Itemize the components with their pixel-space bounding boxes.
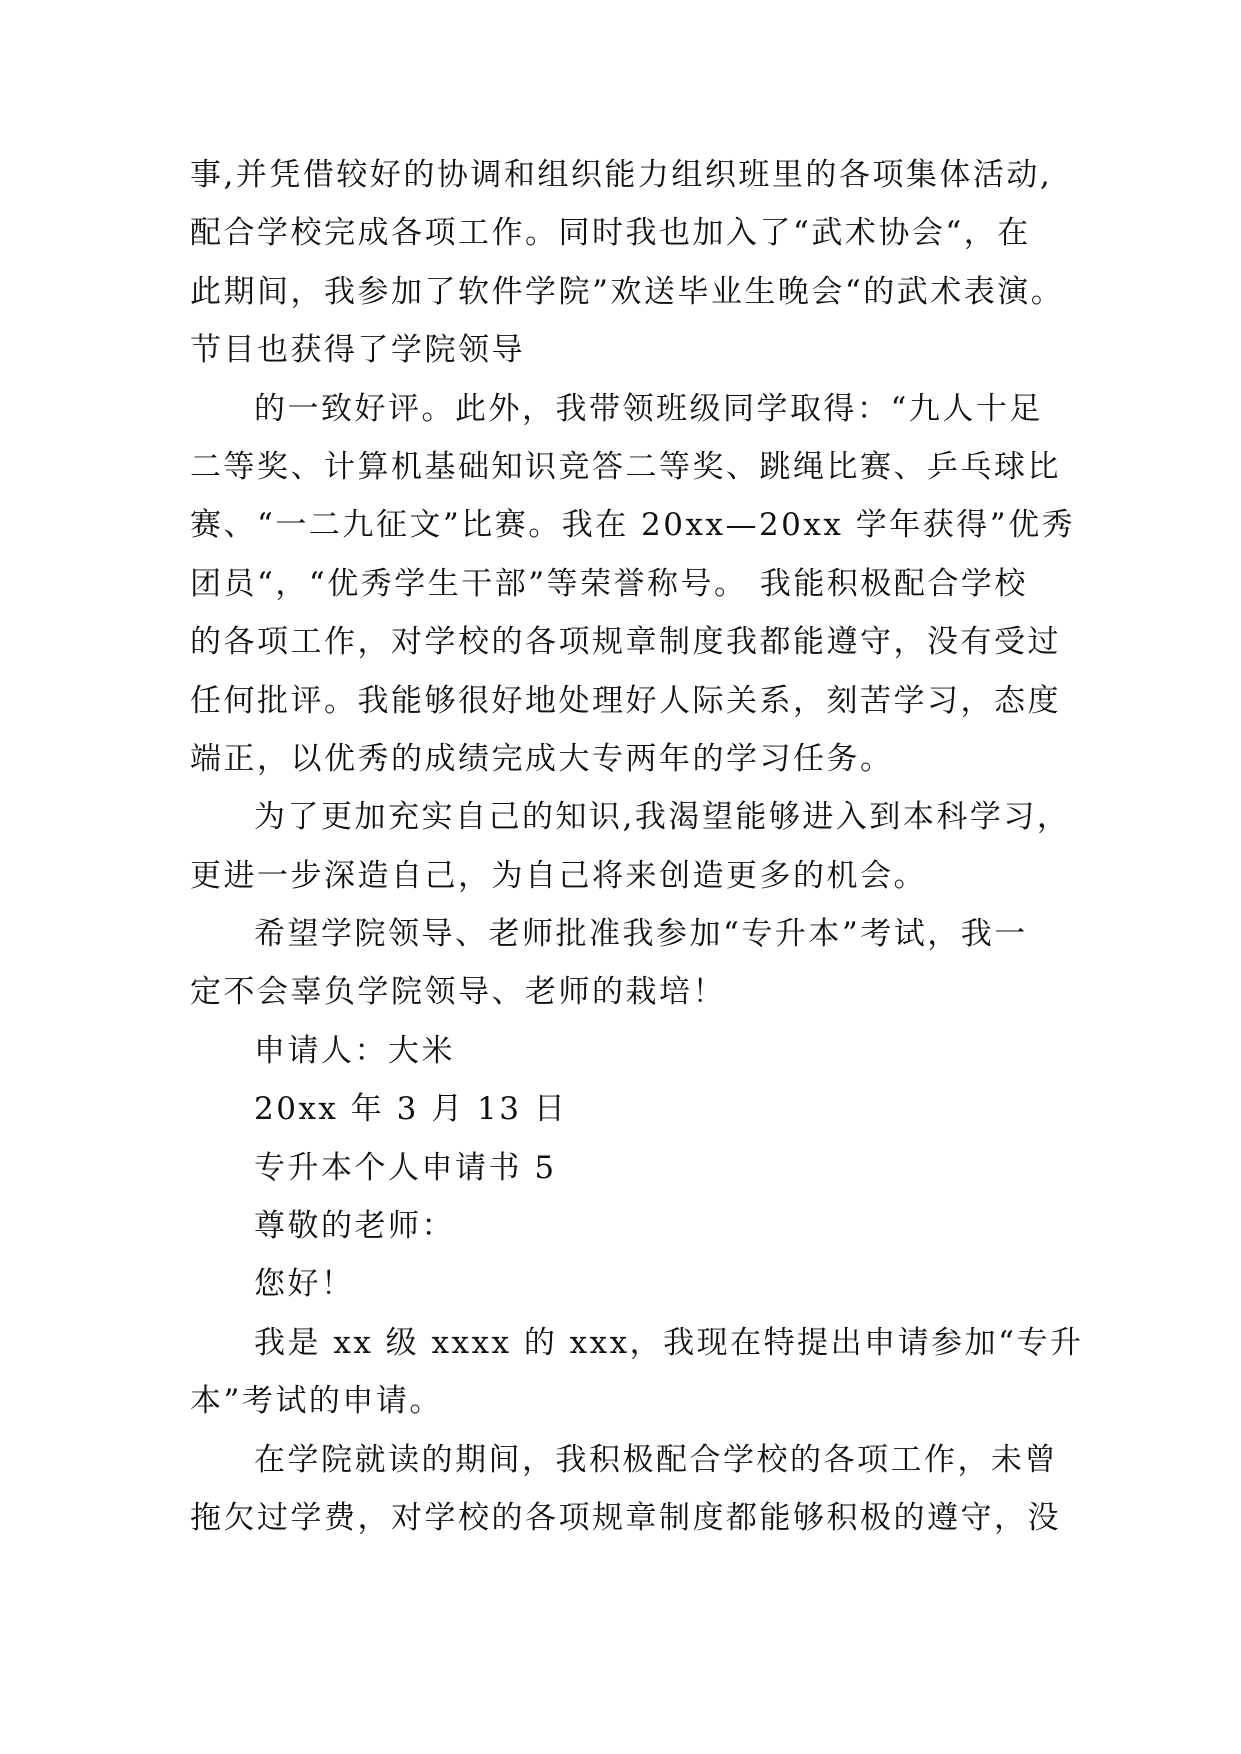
- text-line: 团员“，“优秀学生干部”等荣誉称号。 我能积极配合学校: [190, 565, 1028, 602]
- date-line: 20xx 年 3 月 13 日: [254, 1091, 568, 1128]
- text-line: 配合学校完成各项工作。同时我也加入了“武术协会“，在: [190, 215, 1031, 252]
- greeting: 您好！: [254, 1266, 355, 1303]
- section-heading: 专升本个人申请书 5: [254, 1149, 557, 1186]
- text-line: 定不会辜负学院领导、老师的栽培！: [190, 974, 726, 1011]
- text-line: 事,并凭借较好的协调和组织能力组织班里的各项集体活动,: [190, 157, 1053, 193]
- text-line: 更进一步深造自己，为自己将来创造更多的机会。: [190, 857, 927, 894]
- text-line: 我是 xx 级 xxxx 的 xxx，我现在特提出申请参加“专升: [254, 1324, 1084, 1361]
- text-line: 的一致好评。此外，我带领班级同学取得：“九人十足: [254, 390, 1043, 427]
- signature-line: 申请人：大米: [254, 1032, 455, 1069]
- text-line: 本”考试的申请。: [190, 1383, 443, 1420]
- text-line: 任何批评。我能够很好地处理好人际关系，刻苦学习，态度: [190, 682, 1061, 719]
- text-line: 为了更加充实自己的知识,我渴望能够进入到本科学习，: [254, 799, 1071, 836]
- text-line: 赛、“一二九征文”比赛。我在 20xx—20xx 学年获得”优秀: [190, 507, 1076, 544]
- text-line: 此期间，我参加了软件学院”欢送毕业生晚会“的武术表演。: [190, 273, 1065, 310]
- text-line: 的各项工作，对学校的各项规章制度我都能遵守，没有受过: [190, 624, 1061, 661]
- document-body: [190, 146, 1084, 1547]
- text-line: 希望学院领导、老师批准我参加“专升本”考试，我一: [254, 916, 1028, 953]
- text-line: 二等奖、计算机基础知识竞答二等奖、跳绳比赛、乒乓球比: [190, 448, 1061, 485]
- text-line: 拖欠过学费，对学校的各项规章制度都能够积极的遵守，没: [190, 1499, 1061, 1536]
- text-line: 节目也获得了学院领导: [190, 332, 525, 369]
- text-line: 在学院就读的期间，我积极配合学校的各项工作，未曾: [254, 1441, 1058, 1478]
- text-line: 端正，以优秀的成绩完成大专两年的学习任务。: [190, 740, 894, 777]
- salutation: 尊敬的老师：: [254, 1208, 455, 1245]
